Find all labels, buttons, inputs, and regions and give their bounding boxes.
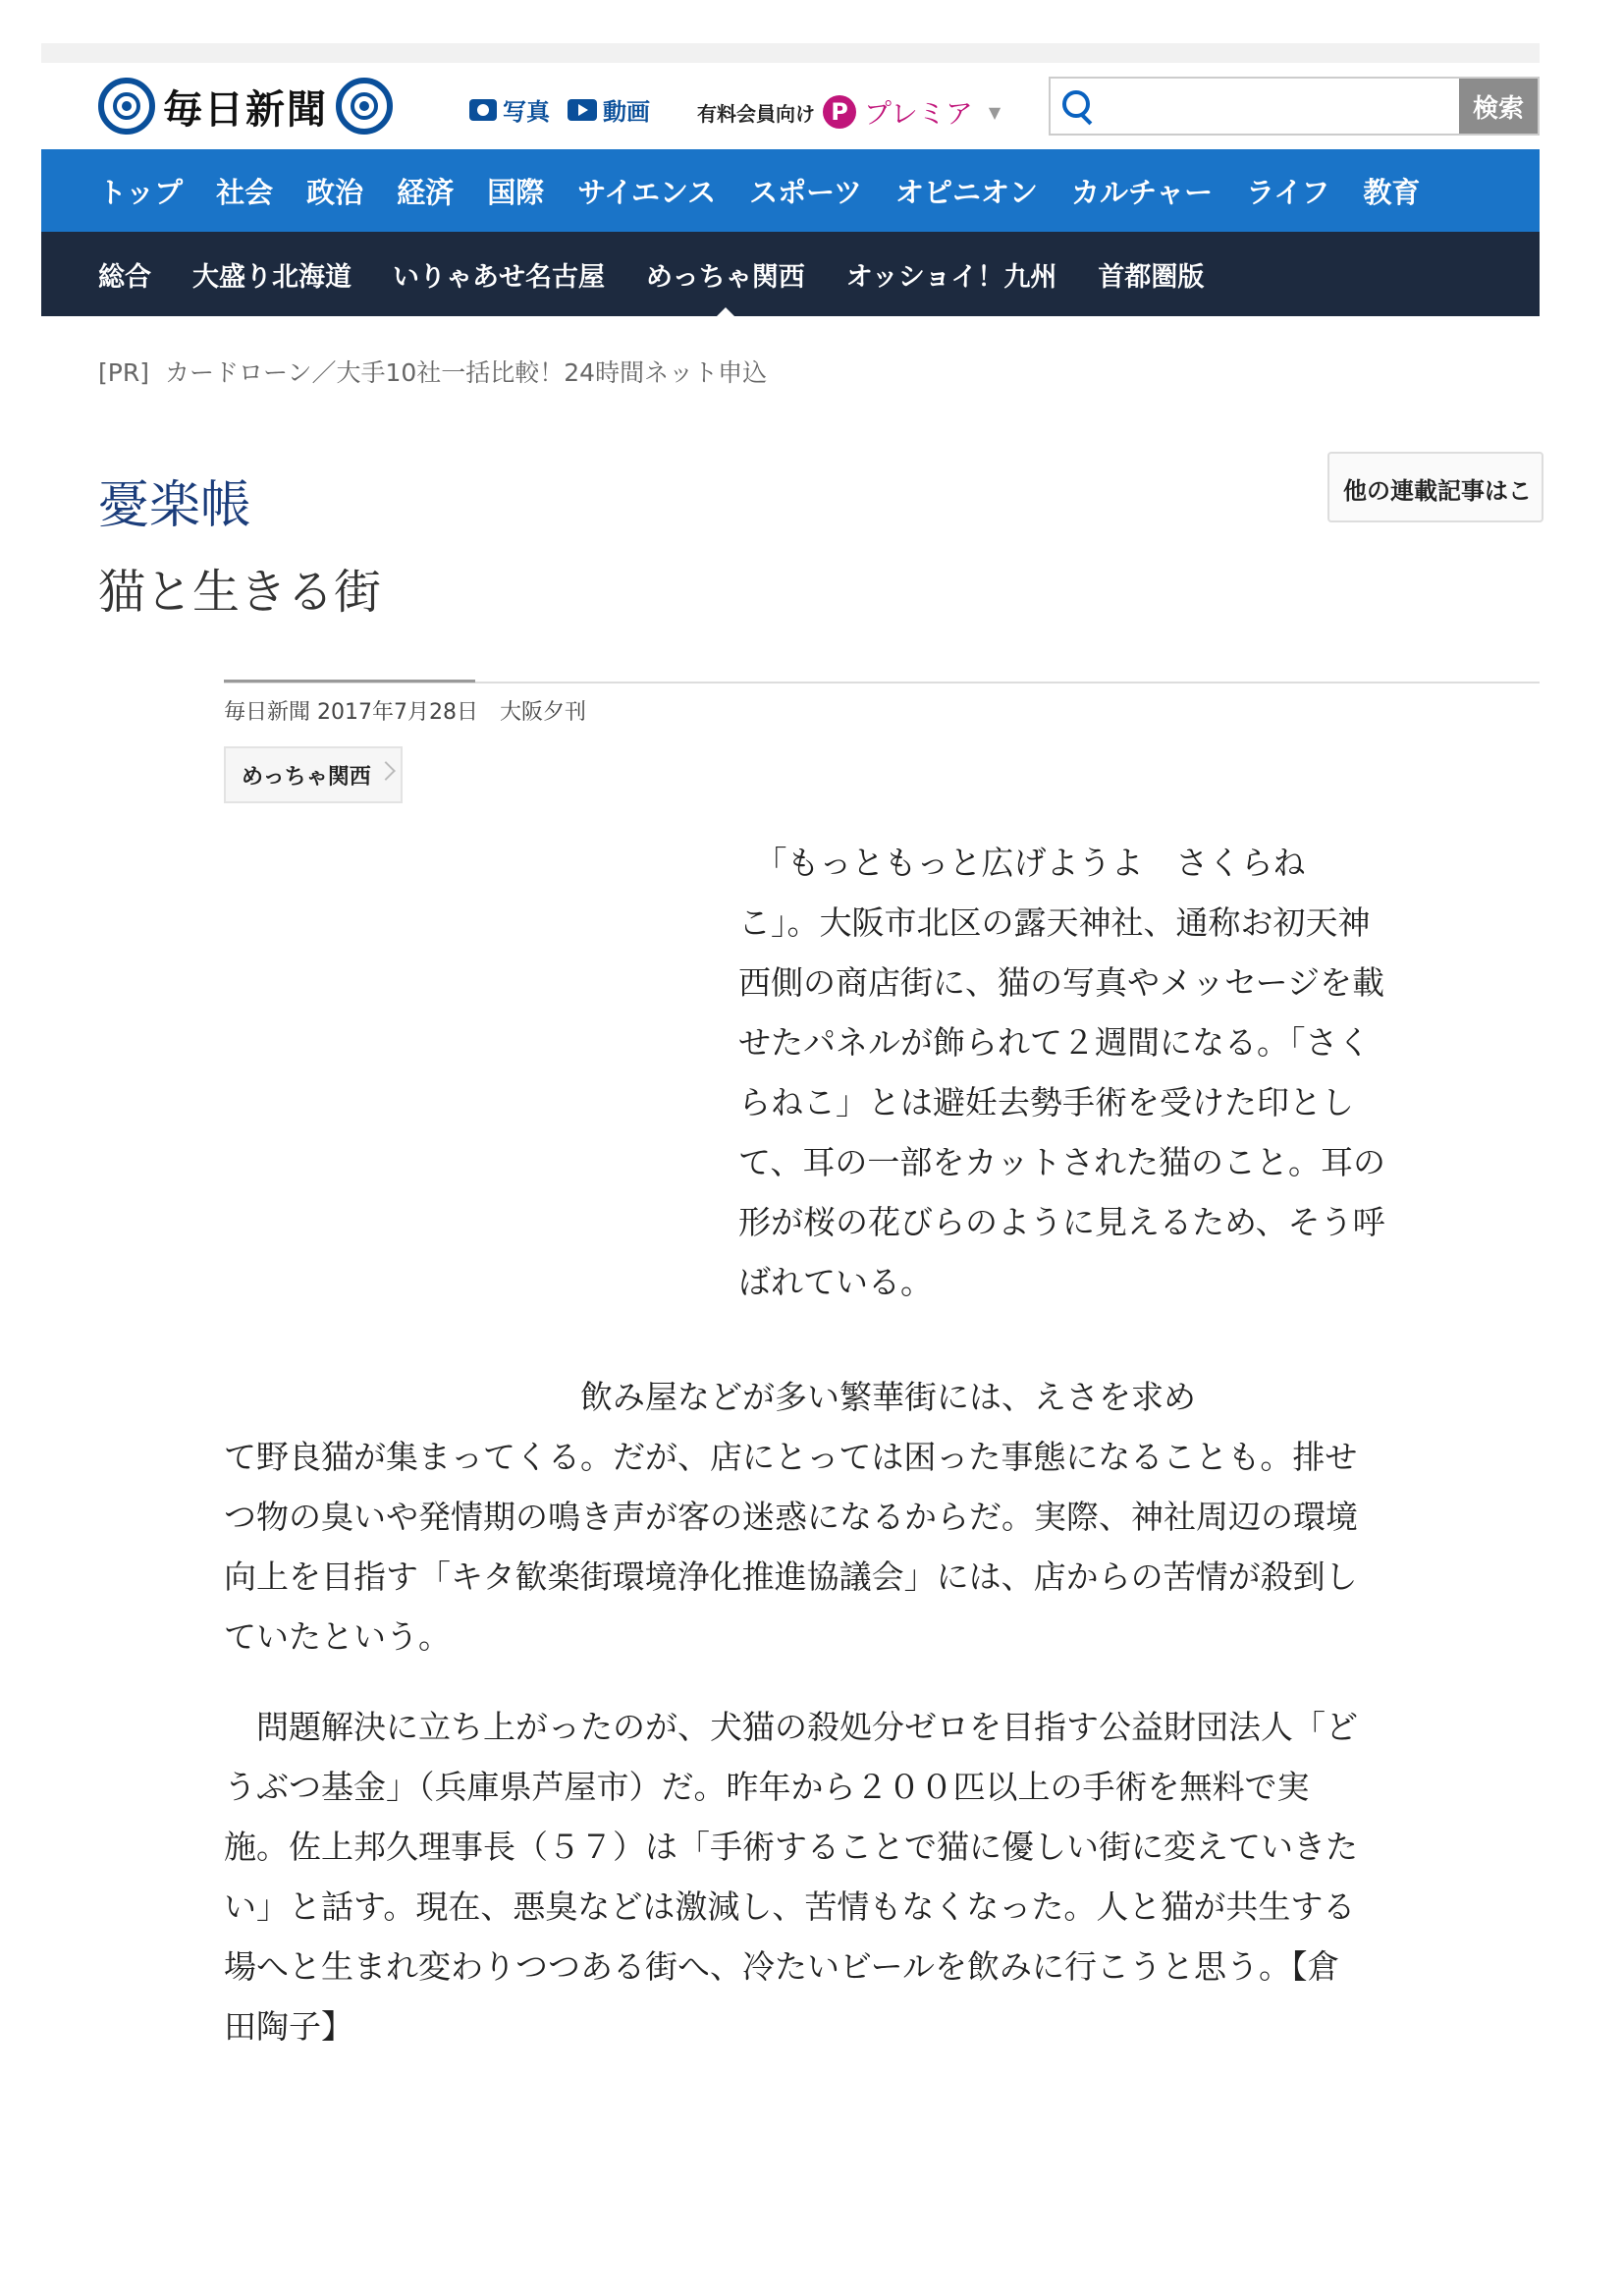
site-logo[interactable] [98,77,393,136]
regional-item-nagoya[interactable]: いりゃあせ名古屋 [393,261,605,293]
para-line: つ物の臭いや発情期の鳴き声が客の迷惑になるからだ。実際、神社周辺の環境 [224,1498,1358,1536]
category-chip-label: めっちゃ関西 [242,764,371,790]
nav-item-opinion[interactable]: オピニオン [895,175,1039,209]
para-line: こ」。大阪市北区の露天神社、通称お初天神 [738,903,1371,942]
divider-accent [224,680,475,683]
chevron-right-icon [376,761,396,781]
para-line: て、耳の一部をカットされた猫のこと。耳の [738,1143,1386,1181]
primary-nav [41,149,1540,232]
paid-members-label: 有料会員向け [697,101,815,126]
para-line: ていたという。 [224,1617,451,1656]
regional-item-kansai[interactable]: めっちゃ関西 [646,255,805,294]
para-line: ばれている。 [738,1263,933,1301]
regional-item-shutoken[interactable]: 首都圏版 [1098,261,1205,293]
logo-text: 毎日新聞 [163,85,328,133]
para-line: らねこ」とは避妊去勢手術を受けた印とし [738,1083,1354,1121]
camera-icon [469,99,497,121]
article-paragraph-3 [224,1697,1510,2056]
search-button[interactable]: 検索 [1459,79,1538,134]
para-line: 「もっともっと広げようよ さくらね [738,844,1306,882]
regional-nav [41,232,1540,316]
mainichi-logo-icon-right [336,78,393,135]
chevron-down-icon[interactable]: ▼ [988,102,1001,122]
nav-item-politics[interactable]: 政治 [306,175,364,209]
site-header [41,63,1540,149]
para-line: て野良猫が集まってくる。だが、店にとっては困った事態になることも。排せ [224,1438,1358,1476]
para-line: うぶつ基金」（兵庫県芦屋市）だ。昨年から２００匹以上の手術を無料で実 [224,1768,1310,1806]
para-line: 問題解決に立ち上がったのが、犬猫の殺処分ゼロを目指す公益財団法人「ど [224,1708,1358,1746]
regional-item-kyushu[interactable]: オッショイ！九州 [845,261,1057,293]
para-line: い」と話す。現在、悪臭などは激減し、苦情もなくなった。人と猫が共生する [224,1887,1356,1926]
video-link[interactable] [568,92,650,127]
para-line: 西側の商店街に、猫の写真やメッセージを載 [738,963,1385,1002]
nav-item-science[interactable]: サイエンス [577,175,717,209]
top-strip [41,43,1540,63]
para-line: 形が桜の花びらのように見えるため、そう呼 [738,1203,1385,1241]
video-link-label: 動画 [603,98,650,126]
para-line: 飲み屋などが多い繁華街には、えさを求め [224,1378,1196,1416]
nav-item-economy[interactable]: 経済 [397,175,455,209]
article-dateline: 毎日新聞 2017年7月28日 大阪夕刊 [224,700,586,725]
article-paragraph-1 [738,833,1485,1312]
nav-item-international[interactable]: 国際 [487,175,545,209]
premia-p-icon: P [823,95,856,129]
nav-item-society[interactable]: 社会 [216,175,274,209]
search-icon [1051,79,1102,134]
para-line: 向上を目指す「キタ歓楽街環境浄化推進協議会」には、店からの苦情が殺到し [224,1558,1358,1596]
pr-tag: [PR] [98,358,149,387]
nav-item-sports[interactable]: スポーツ [749,175,862,209]
para-line: 施。佐上邦久理事長（５７）は「手術することで猫に優しい街に変えていきた [224,1828,1358,1866]
article-paragraph-2 [224,1367,1510,1667]
regional-item-general[interactable]: 総合 [98,261,151,293]
para-line: せたパネルが飾られて２週間になる。「さく [738,1023,1371,1062]
premia-link[interactable] [697,92,1001,132]
nav-item-top[interactable]: トップ [98,175,184,209]
pr-text: カードローン／大手10社一括比較！24時間ネット申込 [164,358,768,387]
play-icon [568,99,597,121]
search-input[interactable] [1102,79,1459,134]
nav-item-education[interactable]: 教育 [1363,175,1421,209]
other-series-articles-button[interactable]: 他の連載記事はこ [1327,452,1543,522]
nav-item-life[interactable]: ライフ [1246,175,1330,209]
para-line: 田陶子】 [224,2007,353,2046]
premia-label: プレミア [864,97,973,130]
mainichi-logo-icon [98,78,155,135]
category-chip[interactable] [224,746,403,803]
para-line: 場へと生まれ変わりつつある街へ、冷たいビールを飲みに行こうと思う。【倉 [224,1947,1340,1986]
photo-link-label: 写真 [503,98,550,126]
series-title[interactable]: 憂楽帳 [98,476,252,535]
photo-link[interactable] [469,92,550,127]
article-headline: 猫と生きる街 [98,565,382,620]
search-box [1049,77,1540,136]
nav-item-culture[interactable]: カルチャー [1071,175,1214,209]
regional-item-hokkaido[interactable]: 大盛り北海道 [192,261,352,293]
pr-ad-link[interactable] [98,354,767,389]
media-links [469,92,650,127]
